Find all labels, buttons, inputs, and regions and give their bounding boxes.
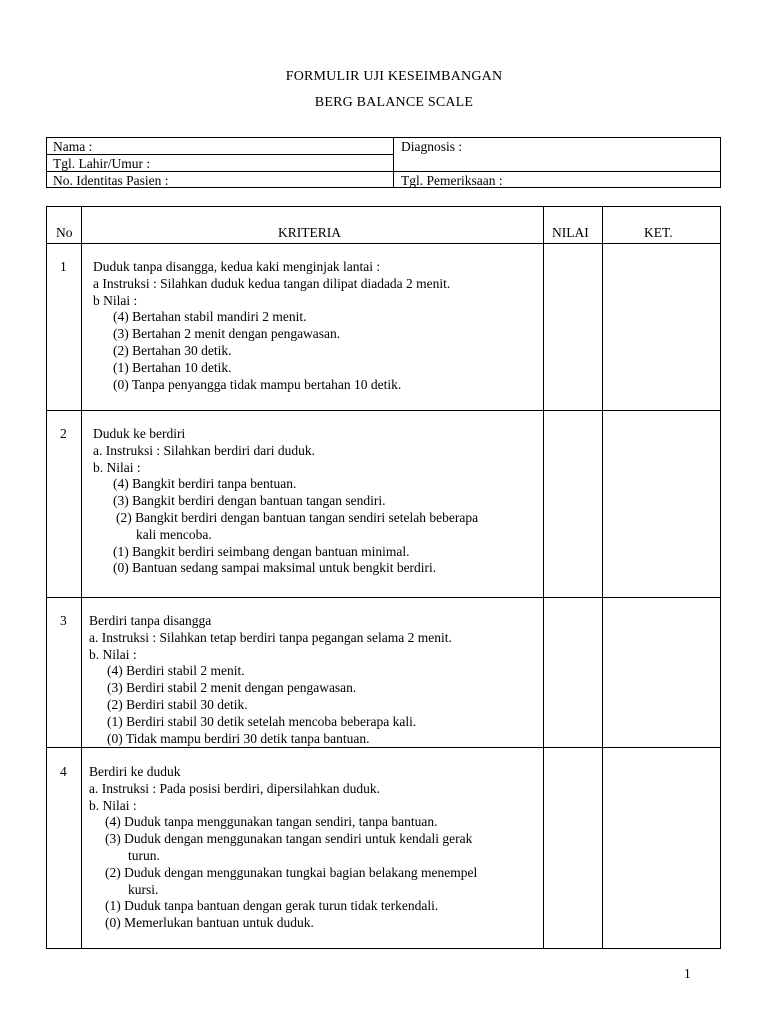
criteria-line: a. Instruksi : Silahkan tetap berdiri tanpa pegangan selama 2 menit. <box>89 629 452 645</box>
criteria-line: (3) Duduk dengan menggunakan tangan sendiri untuk kendali gerak <box>105 831 473 847</box>
tgl-pemeriksaan-field[interactable]: Tgl. Pemeriksaan : <box>401 173 503 188</box>
criteria-item-1 <box>93 259 450 393</box>
criteria-line: (2) Bertahan 30 detik. <box>113 342 232 358</box>
criteria-table <box>46 206 721 949</box>
criteria-line: (4) Bangkit berdiri tanpa bentuan. <box>113 476 297 492</box>
criteria-line: (4) Bertahan stabil mandiri 2 menit. <box>113 309 307 325</box>
criteria-line: a. Instruksi : Pada posisi berdiri, dipersilahkan duduk. <box>89 780 380 796</box>
criteria-line: (0) Memerlukan bantuan untuk duduk. <box>105 915 314 931</box>
criteria-line: b Nilai : <box>93 292 138 308</box>
criteria-line: b. Nilai : <box>89 646 137 662</box>
criteria-item-4 <box>89 764 477 932</box>
criteria-line: (0) Bantuan sedang sampai maksimal untuk bengkit berdiri. <box>113 560 437 576</box>
criteria-line: turun. <box>128 847 160 863</box>
patient-info-table <box>46 137 721 188</box>
criteria-line: a Instruksi : Silahkan duduk kedua tangan dilipat diadada 2 menit. <box>93 275 451 291</box>
criteria-line: (1) Bertahan 10 detik. <box>113 359 232 375</box>
form-subtitle: BERG BALANCE SCALE <box>314 95 474 110</box>
no-identitas-field[interactable]: No. Identitas Pasien : <box>53 173 169 188</box>
criteria-line: b. Nilai : <box>93 459 141 475</box>
info-divider <box>393 138 394 187</box>
criteria-line: Duduk ke berdiri <box>93 426 186 441</box>
criteria-line: (0) Tanpa penyangga tidak mampu bertahan 10 detik. <box>113 376 402 392</box>
col-divider <box>543 207 544 948</box>
row-number: 2 <box>60 426 67 441</box>
tgl-lahir-field[interactable]: Tgl. Lahir/Umur : <box>53 156 151 171</box>
criteria-line: b. Nilai : <box>89 797 137 813</box>
criteria-line: (4) Berdiri stabil 2 menit. <box>107 663 245 679</box>
criteria-item-3 <box>89 613 452 747</box>
criteria-line: Duduk tanpa disangga, kedua kaki menginjak lantai : <box>93 259 381 274</box>
criteria-line: Berdiri ke duduk <box>89 764 181 779</box>
criteria-line: (2) Bangkit berdiri dengan bantuan tangan sendiri setelah beberapa <box>116 509 479 525</box>
row-divider <box>47 243 720 244</box>
col-divider <box>602 207 603 948</box>
criteria-line: a. Instruksi : Silahkan berdiri dari duduk. <box>93 442 315 458</box>
header-ket: KET. <box>644 225 673 240</box>
col-divider <box>81 207 82 948</box>
header-nilai: NILAI <box>552 225 589 240</box>
row-divider <box>47 410 720 411</box>
criteria-line: (3) Bangkit berdiri dengan bantuan tangan sendiri. <box>113 493 386 509</box>
row-number: 3 <box>60 613 67 628</box>
diagnosis-field[interactable]: Diagnosis : <box>401 139 463 154</box>
row-divider <box>47 597 720 598</box>
criteria-line: kali mencoba. <box>136 526 212 542</box>
row-number: 1 <box>60 259 67 274</box>
criteria-line: (2) Berdiri stabil 30 detik. <box>107 696 248 712</box>
criteria-line: (1) Berdiri stabil 30 detik setelah mencoba beberapa kali. <box>107 713 417 729</box>
header-no: No <box>56 225 73 240</box>
criteria-line: (4) Duduk tanpa menggunakan tangan sendiri, tanpa bantuan. <box>105 814 438 830</box>
nama-field[interactable]: Nama : <box>53 139 93 154</box>
criteria-line: (3) Berdiri stabil 2 menit dengan pengawasan. <box>107 680 357 696</box>
header-kriteria: KRITERIA <box>278 225 341 240</box>
criteria-line: (1) Bangkit berdiri seimbang dengan bantuan minimal. <box>113 543 410 559</box>
criteria-line: Berdiri tanpa disangga <box>89 613 212 628</box>
criteria-line: (2) Duduk dengan menggunakan tungkai bagian belakang menempel <box>105 864 478 880</box>
criteria-line: (1) Duduk tanpa bantuan dengan gerak turun tidak terkendali. <box>105 898 439 914</box>
info-row-line <box>47 154 393 155</box>
criteria-item-2 <box>93 426 478 577</box>
criteria-line: kursi. <box>128 881 159 897</box>
criteria-line: (3) Bertahan 2 menit dengan pengawasan. <box>113 326 341 342</box>
page-number: 1 <box>684 966 691 981</box>
criteria-line: (0) Tidak mampu berdiri 30 detik tanpa bantuan. <box>107 730 370 746</box>
row-number: 4 <box>60 764 67 779</box>
form-title: FORMULIR UJI KESEIMBANGAN <box>285 69 503 84</box>
